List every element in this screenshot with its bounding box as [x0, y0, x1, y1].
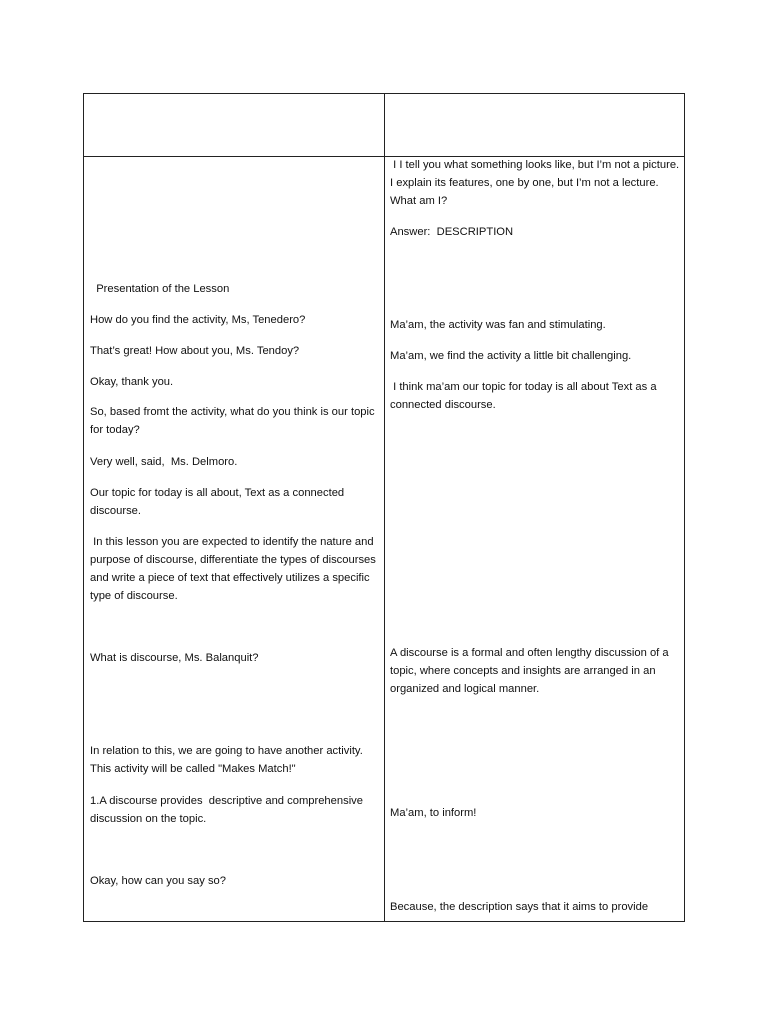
left-text-objectives: In this lesson you are expected to identify the nature and purpose of discourse, differentiate the types of discourses and write a piece of text that effectively utilizes a specific type of discourse.: [90, 536, 379, 602]
right-text-riddle: I I tell you what something looks like, but I’m not a picture. I explain its features, one by one, but I’m not a lecture. What am I?: [390, 159, 683, 207]
left-text-presentation: Presentation of the Lesson: [90, 283, 230, 295]
right-text-to-inform: Ma’am, to inform!: [390, 807, 477, 819]
left-text-balanquit: What is discourse, Ms. Balanquit?: [90, 652, 259, 664]
left-text-question-tenedero: How do you find the activity, Ms, Tenedero?: [90, 314, 306, 326]
column-divider: [384, 94, 385, 921]
right-text-discourse-definition: A discourse is a formal and often lengthy discussion of a topic, where concepts and insights are arranged in an organized and logical manner.: [390, 647, 672, 695]
right-text-answer: Answer: DESCRIPTION: [390, 226, 514, 238]
left-text-tendoy: That’s great! How about you, Ms. Tendoy?: [90, 345, 300, 357]
right-text-challenging: Ma’am, we find the activity a little bit challenging.: [390, 350, 632, 362]
right-text-topic-guess: I think ma’am our topic for today is all about Text as a connected discourse.: [390, 381, 660, 411]
right-text-fun: Ma’am, the activity was fan and stimulating.: [390, 319, 606, 331]
left-text-how-say-so: Okay, how can you say so?: [90, 875, 226, 887]
left-text-thank-you: Okay, thank you.: [90, 376, 174, 388]
right-text-because: Because, the description says that it aims to provide: [390, 901, 649, 913]
left-text-delmoro: Very well, said, Ms. Delmoro.: [90, 456, 238, 468]
left-text-activity-intro: In relation to this, we are going to have another activity. This activity will be called "Makes Match!": [90, 745, 366, 775]
left-text-topic-statement: Our topic for today is all about, Text as a connected discourse.: [90, 487, 348, 517]
left-text-topic-question: So, based fromt the activity, what do you think is our topic for today?: [90, 406, 378, 436]
left-text-item-1: 1.A discourse provides descriptive and comprehensive discussion on the topic.: [90, 795, 367, 825]
